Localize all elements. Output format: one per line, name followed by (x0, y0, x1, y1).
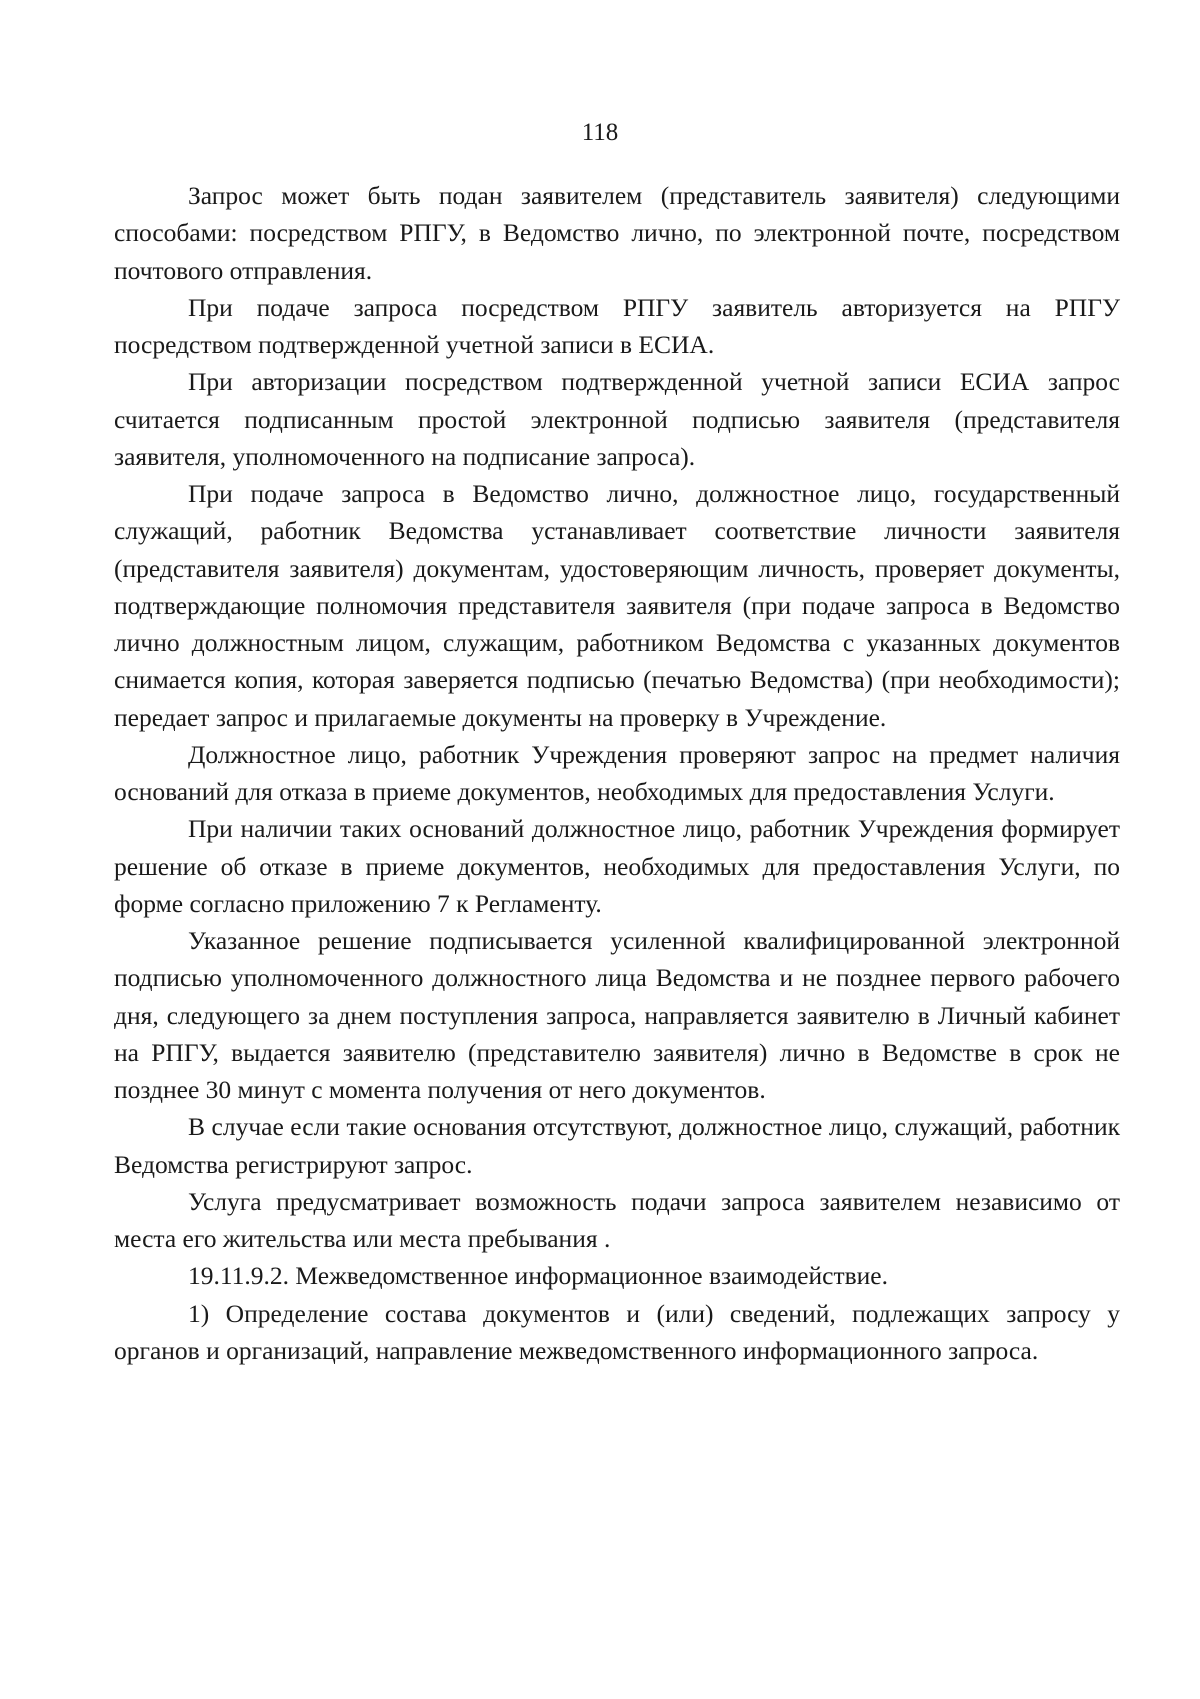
paragraph-request-check: Должностное лицо, работник Учреждения проверяют запрос на предмет наличия оснований для отказа в приеме документов, необходимых для предоставления Услуги. (114, 739, 1120, 806)
paragraph-submission-methods: Запрос может быть подан заявителем (представитель заявителя) следующими способами: посредством РПГУ, в Ведомство лично, по электронной почте, посредством почтового отправления. (114, 181, 1120, 285)
section-heading-interagency: 19.11.9.2. Межведомственное информационное взаимодействие. (188, 1261, 888, 1291)
document-body (114, 177, 1120, 1369)
paragraph-decision-signing: Указанное решение подписывается усиленной квалифицированной электронной подписью уполномоченного должностного лица Ведомства и не позднее первого рабочего дня, следующего за днем поступления запроса, направляется заявителю в Личный кабинет на РПГУ, выдается заявителю (представителю заявителя) лично в Ведомстве в срок не позднее 30 минут с момента получения от него документов. (114, 926, 1120, 1104)
paragraph-esia-signature: При авторизации посредством подтвержденной учетной записи ЕСИА запрос считается подписанным простой электронной подписью заявителя (представителя заявителя, уполномоченного на подписание запроса). (114, 367, 1120, 471)
page-number: 118 (581, 119, 619, 146)
paragraph-extraterritorial: Услуга предусматривает возможность подачи запроса заявителем независимо от места его жительства или места пребывания . (114, 1186, 1120, 1253)
paragraph-in-person-submission: При подаче запроса в Ведомство лично, должностное лицо, государственный служащий, работник Ведомства устанавливает соответствие личности заявителя (представителя заявителя) документам, удостоверяющим личность, проверяет документы, подтверждающие полномочия представителя заявителя (при подаче запроса в Ведомство лично должностным лицом, служащим, работником Ведомства с указанных документов снимается копия, которая заверяется подписью (печатью Ведомства) (при необходимости); передает запрос и прилагаемые документы на проверку в Учреждение. (114, 479, 1120, 732)
paragraph-refusal-decision: При наличии таких оснований должностное лицо, работник Учреждения формирует решение об отказе в приеме документов, необходимых для предоставления Услуги, по форме согласно приложению 7 к Регламенту. (114, 814, 1120, 918)
paragraph-rpgu-authorization: При подаче запроса посредством РПГУ заявитель авторизуется на РПГУ посредством подтвержденной учетной записи в ЕСИА. (114, 292, 1120, 359)
paragraph-registration: В случае если такие основания отсутствуют, должностное лицо, служащий, работник Ведомства регистрируют запрос. (114, 1112, 1120, 1179)
paragraph-interagency-request: 1) Определение состава документов и (или) сведений, подлежащих запросу у органов и организаций, направление межведомственного информационного запроса. (114, 1298, 1120, 1365)
